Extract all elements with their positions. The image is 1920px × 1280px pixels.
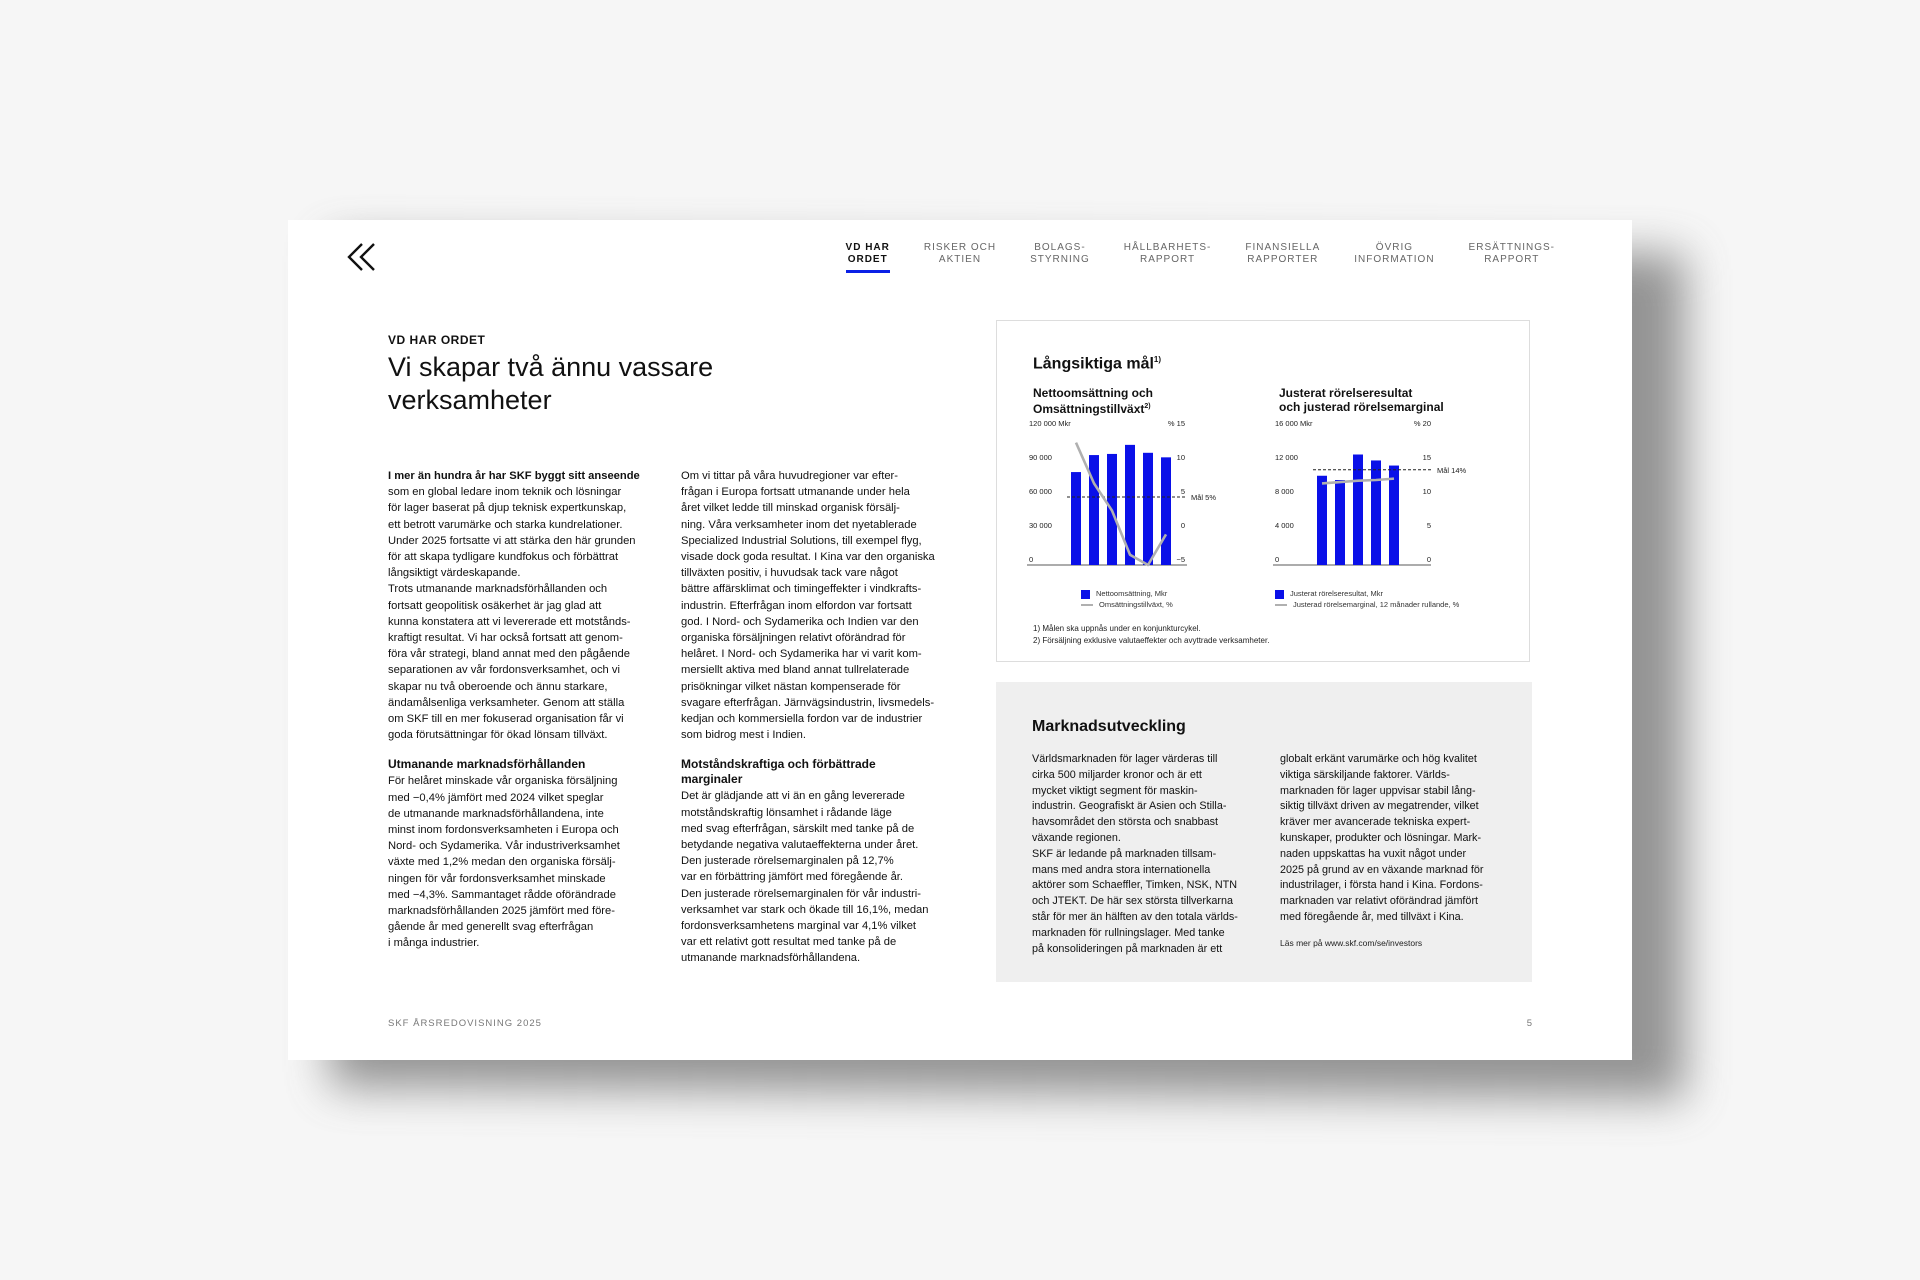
paragraph: Det är glädjande att vi än en gång levererade motståndskraftig lönsamhet i rådande läge med svag efterfrågan, särskilt med tanke på de betydande negativa valutaeffekterna under året. Den justerade rörelsemarginalen på 12,7% var en förbättring jämfört med föregående år. Den justerade rörelsemarginalen för vår industri- verksamhet var stark och ökade till 16,1%, medan fordonsverksamhetens marginal var 4,1% vilket var ett relativt gott resultat med tanke på de utmanande marknadsförhållandena.: [681, 790, 929, 965]
left-tick-label: 60 000: [1029, 487, 1052, 496]
left-tick-label: 0: [1029, 555, 1034, 564]
legend-label: Omsättningstillväxt, %: [1099, 600, 1173, 609]
left-tick-label: 12 000: [1275, 453, 1298, 462]
investors-link[interactable]: Läs mer på www.skf.com/se/investors: [1280, 937, 1423, 948]
left-tick-label: 0: [1275, 555, 1280, 564]
chart-2-legend: [1275, 589, 1459, 611]
goals-title-text: Långsiktiga mål: [1033, 355, 1154, 373]
chart-footnotes: [1033, 623, 1269, 647]
bar: [1143, 453, 1153, 565]
bar-swatch: [1275, 590, 1284, 599]
bar: [1161, 457, 1171, 565]
operating-margin-chart: [1273, 417, 1493, 577]
article-column-2: [681, 468, 953, 967]
footnote-marker: 1): [1153, 355, 1162, 364]
page-number: 5: [1526, 1018, 1532, 1029]
right-tick-label: % 15: [1167, 419, 1185, 428]
market-title: Marknadsutveckling: [1032, 718, 1186, 735]
paragraph: Världsmarknaden för lager värderas till cirka 500 miljarder kronor och är ett mycket viktigt segment för maskin- industrin. Geografiskt är Asien och Stilla- havsområdet den största och snabbast växande regionen. SKF är ledande på marknaden tillsam- mans med andra stora internationella aktörer som Schaeffler, Timken, NSK, NTN och JTEKT. De här sex största tillverkarna står för mer än hälften av den totala världs- marknaden för rullningslager. Med tanke på konsolideringen på marknaden är ett: [1032, 753, 1238, 955]
nav-item-risker-och-aktien[interactable]: [907, 242, 1013, 273]
bar: [1335, 480, 1345, 565]
nav-label: BOLAGS- STYRNING: [1030, 242, 1090, 265]
legend-label: Justerad rörelsemarginal, 12 månader rullande, %: [1293, 600, 1460, 609]
footnote: 1) Målen ska uppnås under en konjunkturcykel.: [1033, 624, 1201, 633]
right-tick-label: % 20: [1413, 419, 1431, 428]
footnote-marker: 2): [1144, 403, 1151, 410]
subheading: Motståndskraftiga och förbättrade marginaler: [681, 757, 876, 787]
market-column-1: [1032, 752, 1268, 957]
nav-item-bolagsstyrning[interactable]: [1013, 242, 1107, 273]
double-chevron-left-icon[interactable]: [344, 240, 380, 276]
nav-label: RISKER OCH AKTIEN: [923, 242, 997, 265]
right-tick-label: 0: [1180, 521, 1185, 530]
right-tick-label: 5: [1180, 487, 1185, 496]
left-tick-label: 4 000: [1275, 521, 1294, 530]
bar-swatch: [1081, 590, 1090, 599]
target-label: Mål 5%: [1191, 493, 1217, 502]
nav-item-finansiella-rapporter[interactable]: [1228, 242, 1337, 273]
nav-item-hallbarhetsrapport[interactable]: [1107, 242, 1229, 273]
page-title: Vi skapar två ännu vassare verksamheter: [388, 352, 714, 415]
lead-sentence: I mer än hundra år har SKF byggt sitt anseende: [388, 470, 640, 482]
right-tick-label: −5: [1176, 555, 1185, 564]
left-tick-label: 8 000: [1275, 487, 1294, 496]
chart-1-legend: [1081, 589, 1173, 611]
chart-1-title-text: Nettoomsättning och Omsättningstillväxt: [1033, 386, 1153, 416]
goals-title: [1033, 355, 1161, 373]
paragraph: För helåret minskade vår organiska försäljning med −0,4% jämfört med 2024 vilket speglar de utmanande marknadsförhållandena, inte minst inom fordonsverksamheten i Europa och Nord- och Sydamerika. Vår industriverksamhet växte med 1,2% medan den organiska försälj- ningen för vår fordonsverksamhet minskade med −4,3%. Sammantaget rådde oförändrade marknadsförhållanden 2025 jämfört med före- gående år med generellt svag efterfrågan i många industrier.: [388, 775, 620, 950]
legend-row: [1081, 589, 1173, 599]
top-navigation: [829, 242, 1572, 273]
legend-row: [1081, 600, 1173, 610]
legend-row: [1275, 589, 1459, 599]
line-swatch: [1275, 604, 1287, 606]
right-tick-label: 0: [1426, 555, 1431, 564]
bar: [1371, 460, 1381, 565]
paragraph: Trots utmanande marknadsförhållanden och fortsatt geopolitisk osäkerhet är jag glad att kunna konstatera att vi levererade ett motstånds- kraftigt resultat. Vi har också fortsatt att genom- föra vår strategi, bland annat med den pågående separationen av vår fordonsverksamhet, och vi skapar nu två oberoende och ännu starkare, ändamålsenliga verksamheter. Genom att ställa om SKF till en mer fokuserad organisation får vi goda förutsättningar för ökad lönsam tillväxt.: [388, 583, 631, 742]
nav-label: ÖVRIG INFORMATION: [1354, 242, 1435, 265]
left-tick-label: 90 000: [1029, 453, 1052, 462]
long-term-goals-box: [996, 320, 1530, 662]
subheading: Utmanande marknadsförhållanden: [388, 757, 586, 772]
bar: [1089, 455, 1099, 565]
bar: [1389, 466, 1399, 565]
article-column-1: [388, 468, 660, 952]
section-kicker: VD HAR ORDET: [388, 333, 486, 347]
paragraph: Om vi tittar på våra huvudregioner var efter- frågan i Europa fortsatt utmanande under hela året vilket ledde till minskad organisk försälj- ning. Våra verksamheter inom det nyetablerade Specialized Industrial Solutions, till exempel flyg, visade dock goda resultat. I Kina var den organiska tillväxten positiv, i huvudsak tack vare något bättre affärsklimat och timingeffekter i vindkrafts- industrin. Efterfrågan inom elfordon var fortsatt god. I Nord- och Sydamerika och Indien var den organiska försäljningen relativt oförändrad för helåret. I Nord- och Sydamerika har vi varit kom- mersiellt aktiva med bland annat tullrelaterade prisökningar vilket nästan kompenserade för svagare efterfrågan. Järnvägsindustrin, livsmedels- kedjan och kommersiella fordon var de industrier som bidrog mest i Indien.: [681, 470, 935, 742]
chart-1-title: [1033, 386, 1153, 416]
report-page: [288, 220, 1632, 1060]
market-column-2: [1280, 752, 1516, 952]
left-tick-label: 30 000: [1029, 521, 1052, 530]
bar: [1353, 455, 1363, 566]
left-tick-label: 16 000 Mkr: [1275, 419, 1313, 428]
paragraph: globalt erkänt varumärke och hög kvalitet viktiga särskiljande faktorer. Världs- marknaden för lager uppvisar stabil lång- siktig tillväxt driven av megatrender, vilket kräver mer avancerade tekniska expert- kunskaper, produkter och lösningar. Mark- naden uppskattas ha vuxit något under 2025 på grund av en växande marknad för industrilager, i första hand i Kina. Fordons- marknaden var relativt oförändrad jämfört med föregående år, med tillväxt i Kina.: [1280, 753, 1484, 923]
nav-item-ersattningsrapport[interactable]: [1452, 242, 1572, 273]
bar: [1317, 476, 1327, 565]
right-tick-label: 10: [1176, 453, 1185, 462]
legend-row: [1275, 600, 1459, 610]
right-tick-label: 5: [1426, 521, 1431, 530]
sales-growth-chart: [1027, 417, 1227, 577]
nav-label: VD HAR ORDET: [845, 242, 890, 265]
footnote: 2) Försäljning exklusive valutaeffekter och avyttrade verksamheter.: [1033, 636, 1270, 645]
chart-2-title: Justerat rörelseresultat och justerad rörelsemarginal: [1279, 386, 1444, 414]
nav-item-ovrig-information[interactable]: [1337, 242, 1451, 273]
paragraph: som en global ledare inom teknik och lösningar för lager baserat på djup teknisk expertkunskap, ett betrott varumärke och starka kundrelationer. Under 2025 fortsatte vi att stärka den här grunden för att skapa tydligare kundfokus och förbättrat långsiktigt värdeskapande.: [388, 486, 636, 580]
active-underline: [846, 270, 890, 273]
nav-label: FINANSIELLA RAPPORTER: [1245, 242, 1321, 265]
right-tick-label: 10: [1422, 487, 1431, 496]
left-tick-label: 120 000 Mkr: [1029, 419, 1071, 428]
line-swatch: [1081, 604, 1093, 606]
nav-item-vd-har-ordet[interactable]: [829, 242, 907, 273]
legend-label: Nettoomsättning, Mkr: [1096, 589, 1168, 598]
target-label: Mål 14%: [1437, 465, 1467, 475]
footer-publication: SKF ÅRSREDOVISNING 2025: [388, 1018, 542, 1029]
nav-label: ERSÄTTNINGS- RAPPORT: [1468, 242, 1555, 265]
right-tick-label: 15: [1422, 453, 1431, 462]
legend-label: Justerat rörelseresultat, Mkr: [1290, 589, 1383, 598]
bar: [1071, 472, 1081, 565]
market-development-box: [996, 682, 1532, 982]
nav-label: HÅLLBARHETS- RAPPORT: [1123, 242, 1212, 265]
